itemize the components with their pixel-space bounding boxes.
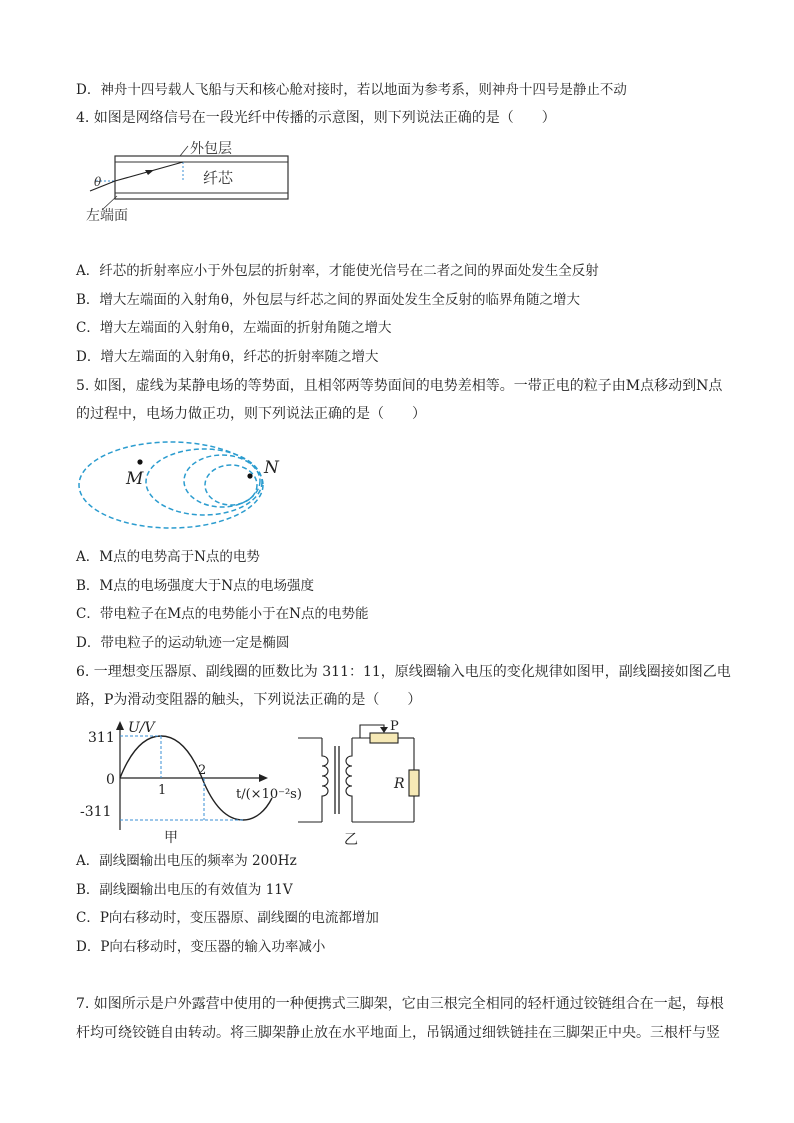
x-axis-arrow — [259, 774, 268, 782]
rheostat — [370, 733, 398, 743]
q7-stem-line1: 7. 如图所示是户外露营中使用的一种便携式三脚架，它由三根完全相同的轻杆通过铰链组合在一起，每根 — [76, 996, 724, 1012]
q5-option-a: A．M点的电势高于N点的电势 — [76, 549, 260, 565]
q4-option-c: C．增大左端面的入射角θ，左端面的折射角随之增大 — [76, 320, 392, 336]
outer-pointer — [180, 146, 188, 156]
equipotential-second — [146, 449, 262, 515]
point-n-dot — [247, 473, 252, 478]
primary-coil — [322, 738, 328, 822]
q6-option-d: D．P向右移动时，变压器的输入功率减小 — [76, 939, 326, 955]
caption-yi: 乙 — [344, 832, 358, 848]
q6-voltage-graph — [76, 718, 306, 848]
tick-minus-311: -311 — [80, 804, 112, 820]
q6-option-c: C．P向右移动时，变压器原、副线圈的电流都增加 — [76, 910, 379, 926]
outer-label: 外包层 — [190, 141, 232, 157]
slider-arrow — [380, 727, 388, 733]
y-axis-arrow — [116, 721, 124, 730]
q5-option-b: B．M点的电场强度大于N点的电场强度 — [76, 578, 315, 594]
angle-theta: θ — [94, 175, 102, 189]
q6-circuit-diagram — [290, 716, 430, 850]
q4-stem: 4. 如图是网络信号在一段光纤中传播的示意图，则下列说法正确的是（ ） — [76, 110, 556, 126]
q4-fiber-figure — [84, 136, 304, 228]
point-m-dot — [137, 459, 142, 464]
equipotential-inner — [205, 465, 257, 505]
q4-option-d: D．增大左端面的入射角θ，纤芯的折射率随之增大 — [76, 349, 379, 365]
caption-jia: 甲 — [164, 830, 178, 846]
q5-stem-line2: 的过程中，电场力做正功，则下列说法正确的是（ ） — [76, 406, 426, 422]
y-axis-label: U/V — [128, 720, 155, 736]
q7-stem-line2: 杆均可绕铰链自由转动。将三脚架静止放在水平地面上，吊锅通过细铁链挂在三脚架正中央。三根杆与竖 — [76, 1025, 720, 1041]
q4-option-b: B．增大左端面的入射角θ，外包层与纤芯之间的界面处发生全反射的临界角随之增大 — [76, 292, 581, 308]
tick-1: 1 — [158, 783, 167, 798]
q5-stem-line1: 5. 如图，虚线为某静电场的等势面，且相邻两等势面间的电势差相等。一带正电的粒子由M点移动到N点 — [76, 378, 723, 394]
q4-option-a: A．纤芯的折射率应小于外包层的折射率，才能使光信号在二者之间的界面处发生全反射 — [76, 263, 599, 279]
secondary-coil — [346, 738, 352, 822]
x-axis-label: t/(×10⁻²s) — [236, 787, 302, 802]
q3-option-d: D．神舟十四号载人飞船与天和核心舱对接时，若以地面为参考系，则神舟十四号是静止不动 — [76, 82, 627, 98]
label-m: M — [126, 469, 144, 489]
tick-0: 0 — [106, 772, 115, 788]
tick-2: 2 — [198, 763, 207, 778]
tick-311: 311 — [88, 730, 115, 746]
q6-option-a: A．副线圈输出电压的频率为 200Hz — [76, 853, 297, 869]
label-r: R — [394, 776, 405, 792]
q6-stem-line2: 路，P为滑动变阻器的触头，下列说法正确的是（ ） — [76, 692, 422, 708]
core-label: 纤芯 — [203, 169, 234, 187]
label-n: N — [264, 458, 279, 478]
q5-option-c: C．带电粒子在M点的电势能小于在N点的电势能 — [76, 606, 369, 622]
q6-stem-line1: 6. 一理想变压器原、副线圈的匝数比为 311：11，原线圈输入电压的变化规律如图甲，副线圈接如图乙电 — [76, 664, 731, 680]
resistor-r — [409, 770, 419, 796]
end-label: 左端面 — [86, 208, 128, 224]
label-p: P — [390, 719, 399, 734]
q5-equipotential-figure — [76, 438, 296, 536]
q5-option-d: D．带电粒子的运动轨迹一定是椭圆 — [76, 635, 290, 651]
q6-option-b: B．副线圈输出电压的有效值为 11V — [76, 882, 293, 898]
